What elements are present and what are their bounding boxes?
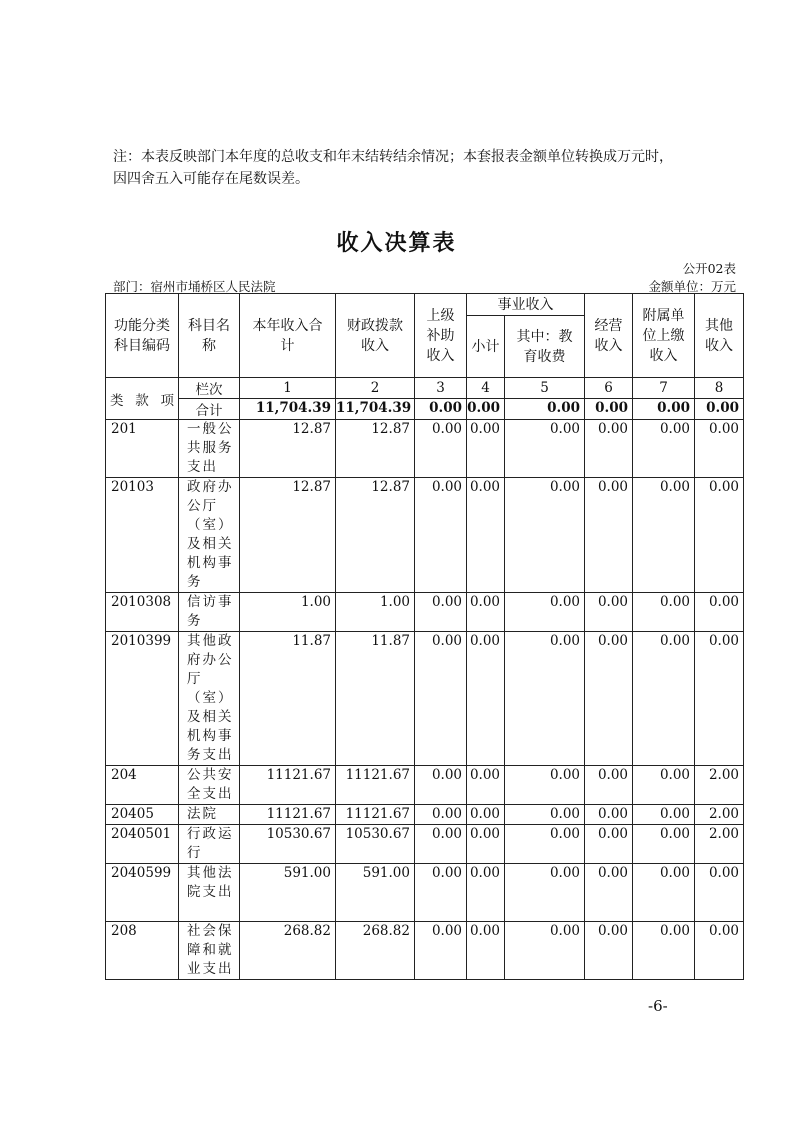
row-value: 0.00 bbox=[415, 922, 467, 980]
row-value: 0.00 bbox=[633, 805, 695, 825]
row-value: 0.00 bbox=[585, 766, 633, 805]
row-subject-name: 公共安全支出 bbox=[179, 766, 240, 805]
total-value: 0.00 bbox=[467, 399, 505, 420]
row-value: 0.00 bbox=[585, 805, 633, 825]
form-code: 公开02表 bbox=[682, 261, 736, 276]
footnote-line-1: 注：本表反映部门本年度的总收支和年末结转结余情况；本套报表金额单位转换成万元时， bbox=[113, 149, 673, 165]
row-value: 0.00 bbox=[505, 864, 585, 922]
header-superior: 上级补助收入 bbox=[415, 294, 467, 378]
row-code: 208 bbox=[106, 922, 179, 980]
total-value: 11,704.39 bbox=[336, 399, 415, 420]
row-value: 0.00 bbox=[415, 825, 467, 864]
row-subject-name: 一般公共服务支出 bbox=[179, 420, 240, 478]
total-value: 0.00 bbox=[585, 399, 633, 420]
row-value: 10530.67 bbox=[336, 825, 415, 864]
row-value: 0.00 bbox=[505, 593, 585, 632]
row-value: 0.00 bbox=[415, 805, 467, 825]
row-value: 0.00 bbox=[415, 864, 467, 922]
row-value: 0.00 bbox=[505, 632, 585, 766]
row-value: 0.00 bbox=[585, 632, 633, 766]
row-value: 12.87 bbox=[240, 478, 336, 593]
row-value: 0.00 bbox=[467, 825, 505, 864]
header-affiliated: 附属单位上缴收入 bbox=[633, 294, 695, 378]
row-value: 0.00 bbox=[467, 593, 505, 632]
row-value: 10530.67 bbox=[240, 825, 336, 864]
row-value: 0.00 bbox=[585, 420, 633, 478]
row-value: 2.00 bbox=[695, 805, 744, 825]
column-index: 7 bbox=[633, 378, 695, 399]
row-value: 0.00 bbox=[415, 478, 467, 593]
table-row bbox=[106, 864, 744, 922]
row-value: 12.87 bbox=[240, 420, 336, 478]
page-number: -6- bbox=[648, 997, 668, 1015]
row-value: 0.00 bbox=[467, 632, 505, 766]
table-row bbox=[106, 805, 744, 825]
row-value: 11.87 bbox=[240, 632, 336, 766]
row-value: 0.00 bbox=[505, 805, 585, 825]
total-value: 0.00 bbox=[633, 399, 695, 420]
row-value: 0.00 bbox=[505, 478, 585, 593]
row-value: 0.00 bbox=[633, 922, 695, 980]
row-value: 591.00 bbox=[336, 864, 415, 922]
table-row bbox=[106, 825, 744, 864]
row-value: 2.00 bbox=[695, 766, 744, 805]
row-code: 20405 bbox=[106, 805, 179, 825]
row-value: 2.00 bbox=[695, 825, 744, 864]
sub-header-class: 类 款 项 bbox=[106, 378, 179, 420]
footnote-line-2: 因四舍五入可能存在尾数误差。 bbox=[113, 171, 309, 187]
row-value: 0.00 bbox=[415, 766, 467, 805]
row-value: 0.00 bbox=[695, 922, 744, 980]
row-value: 0.00 bbox=[585, 922, 633, 980]
header-operating: 经营收入 bbox=[585, 294, 633, 378]
row-value: 0.00 bbox=[585, 478, 633, 593]
row-code: 2010308 bbox=[106, 593, 179, 632]
row-code: 2040501 bbox=[106, 825, 179, 864]
row-subject-name: 信访事务 bbox=[179, 593, 240, 632]
row-value: 1.00 bbox=[240, 593, 336, 632]
row-value: 0.00 bbox=[585, 593, 633, 632]
header-subject-name: 科目名称 bbox=[179, 294, 240, 378]
row-value: 0.00 bbox=[585, 864, 633, 922]
row-value: 11121.67 bbox=[240, 766, 336, 805]
page-title: 收入决算表 bbox=[336, 230, 457, 256]
table-row bbox=[106, 593, 744, 632]
table-row bbox=[106, 478, 744, 593]
row-value: 11121.67 bbox=[336, 805, 415, 825]
table-row bbox=[106, 420, 744, 478]
header-other: 其他收入 bbox=[695, 294, 744, 378]
row-value: 0.00 bbox=[633, 632, 695, 766]
column-index-label: 栏次 bbox=[179, 378, 240, 399]
row-value: 0.00 bbox=[505, 420, 585, 478]
table-row bbox=[106, 922, 744, 980]
row-value: 0.00 bbox=[467, 922, 505, 980]
row-value: 0.00 bbox=[633, 766, 695, 805]
column-index: 6 bbox=[585, 378, 633, 399]
row-value: 11.87 bbox=[336, 632, 415, 766]
row-value: 0.00 bbox=[415, 632, 467, 766]
row-code: 20103 bbox=[106, 478, 179, 593]
header-edu-fee: 其中：教育收费 bbox=[505, 316, 585, 378]
row-value: 0.00 bbox=[467, 420, 505, 478]
header-func-class: 功能分类科目编码 bbox=[106, 294, 179, 378]
header-subtotal: 小计 bbox=[467, 316, 505, 378]
row-value: 0.00 bbox=[467, 864, 505, 922]
row-code: 2040599 bbox=[106, 864, 179, 922]
row-value: 0.00 bbox=[585, 825, 633, 864]
row-value: 0.00 bbox=[505, 922, 585, 980]
row-value: 12.87 bbox=[336, 478, 415, 593]
row-value: 268.82 bbox=[336, 922, 415, 980]
row-value: 0.00 bbox=[633, 593, 695, 632]
row-value: 0.00 bbox=[633, 478, 695, 593]
column-index: 5 bbox=[505, 378, 585, 399]
table-row bbox=[106, 632, 744, 766]
row-subject-name: 行政运行 bbox=[179, 825, 240, 864]
row-value: 12.87 bbox=[336, 420, 415, 478]
row-value: 0.00 bbox=[415, 420, 467, 478]
row-subject-name: 政府办公厅（室）及相关机构事务 bbox=[179, 478, 240, 593]
row-value: 0.00 bbox=[695, 593, 744, 632]
row-subject-name: 其他法院支出 bbox=[179, 864, 240, 922]
row-subject-name: 其他政府办公厅（室）及相关机构事务支出 bbox=[179, 632, 240, 766]
column-index: 4 bbox=[467, 378, 505, 399]
department-label: 部门：宿州市埇桥区人民法院 bbox=[113, 279, 276, 294]
row-value: 11121.67 bbox=[336, 766, 415, 805]
row-code: 204 bbox=[106, 766, 179, 805]
row-value: 0.00 bbox=[695, 864, 744, 922]
row-value: 591.00 bbox=[240, 864, 336, 922]
row-code: 2010399 bbox=[106, 632, 179, 766]
total-value: 11,704.39 bbox=[240, 399, 336, 420]
row-code: 201 bbox=[106, 420, 179, 478]
row-value: 1.00 bbox=[336, 593, 415, 632]
row-value: 0.00 bbox=[467, 805, 505, 825]
row-value: 0.00 bbox=[633, 420, 695, 478]
table-row bbox=[106, 766, 744, 805]
total-value: 0.00 bbox=[695, 399, 744, 420]
column-index-row bbox=[106, 378, 744, 399]
row-subject-name: 社会保障和就业支出 bbox=[179, 922, 240, 980]
row-value: 0.00 bbox=[695, 420, 744, 478]
total-value: 0.00 bbox=[505, 399, 585, 420]
unit-label: 金额单位：万元 bbox=[648, 279, 736, 294]
total-value: 0.00 bbox=[415, 399, 467, 420]
column-index: 2 bbox=[336, 378, 415, 399]
column-index: 8 bbox=[695, 378, 744, 399]
footnote bbox=[113, 146, 713, 190]
row-value: 0.00 bbox=[467, 766, 505, 805]
row-value: 268.82 bbox=[240, 922, 336, 980]
row-value: 0.00 bbox=[633, 825, 695, 864]
row-value: 0.00 bbox=[695, 632, 744, 766]
header-business: 事业收入 bbox=[467, 294, 585, 316]
row-value: 0.00 bbox=[695, 478, 744, 593]
row-value: 0.00 bbox=[505, 766, 585, 805]
total-label: 合计 bbox=[179, 399, 240, 420]
row-value: 0.00 bbox=[505, 825, 585, 864]
row-value: 11121.67 bbox=[240, 805, 336, 825]
income-table bbox=[105, 293, 744, 980]
row-value: 0.00 bbox=[415, 593, 467, 632]
header-total-income: 本年收入合计 bbox=[240, 294, 336, 378]
row-value: 0.00 bbox=[467, 478, 505, 593]
header-fiscal: 财政拨款收入 bbox=[336, 294, 415, 378]
row-value: 0.00 bbox=[633, 864, 695, 922]
row-subject-name: 法院 bbox=[179, 805, 240, 825]
total-row bbox=[106, 399, 744, 420]
column-index: 1 bbox=[240, 378, 336, 399]
column-index: 3 bbox=[415, 378, 467, 399]
